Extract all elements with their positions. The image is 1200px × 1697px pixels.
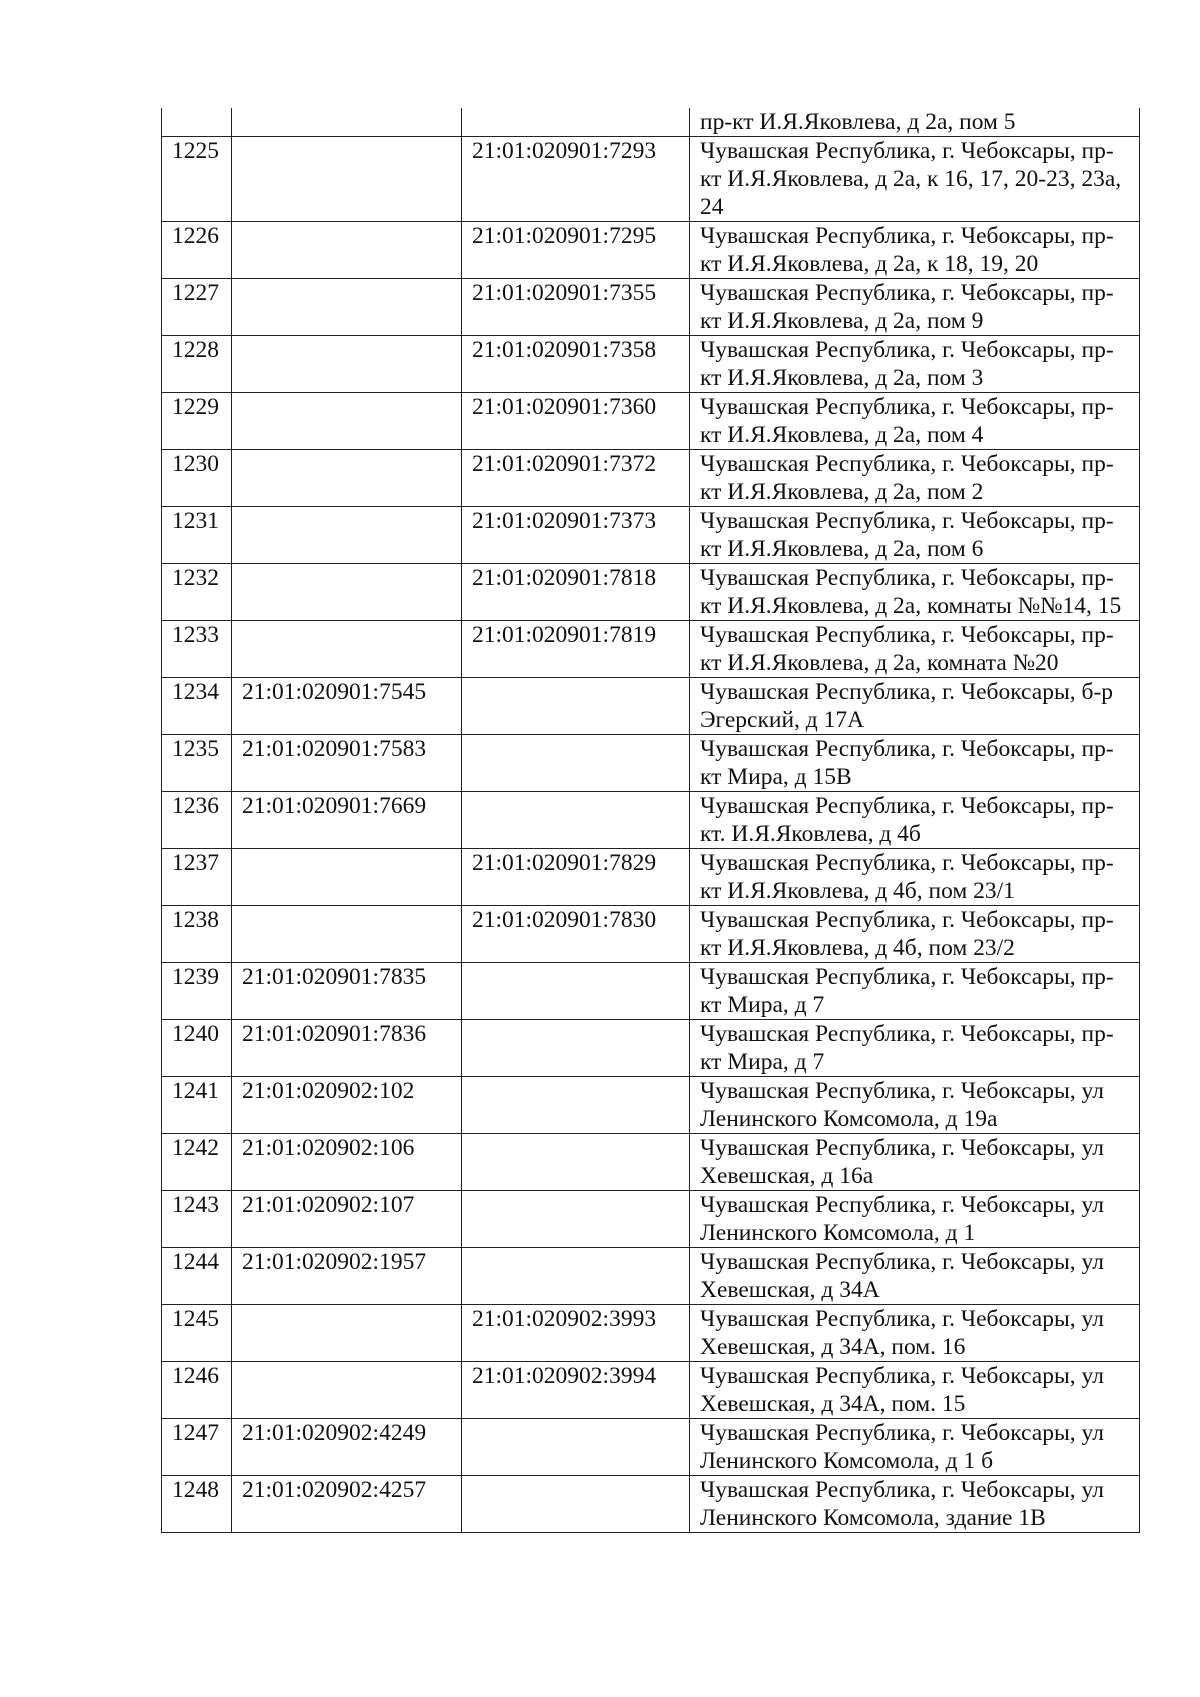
address-cell: Чувашская Республика, г. Чебоксары, пр-кт И.Я.Яковлева, д 2а, пом 4 (690, 393, 1140, 450)
land-plot-number-cell (232, 336, 462, 393)
table-row (162, 1020, 1140, 1077)
address-cell: Чувашская Республика, г. Чебоксары, пр-кт И.Я.Яковлева, д 2а, комната №20 (690, 621, 1140, 678)
table-row (162, 222, 1140, 279)
land-plot-number-cell (232, 507, 462, 564)
object-number-cell (462, 1020, 690, 1077)
address-cell: Чувашская Республика, г. Чебоксары, пр-кт Мира, д 15В (690, 735, 1140, 792)
land-plot-number-cell: 21:01:020901:7835 (232, 963, 462, 1020)
table-row (162, 1191, 1140, 1248)
object-number-cell: 21:01:020901:7360 (462, 393, 690, 450)
object-number-cell: 21:01:020901:7372 (462, 450, 690, 507)
table-row (162, 792, 1140, 849)
object-number-cell: 21:01:020901:7295 (462, 222, 690, 279)
row-number-cell: 1235 (162, 735, 232, 792)
object-number-cell (462, 963, 690, 1020)
row-number-cell (162, 108, 232, 137)
table-row (162, 450, 1140, 507)
object-number-cell: 21:01:020901:7829 (462, 849, 690, 906)
object-number-cell (462, 792, 690, 849)
row-number-cell: 1226 (162, 222, 232, 279)
row-number-cell: 1246 (162, 1362, 232, 1419)
table-row (162, 1362, 1140, 1419)
table-row (162, 1077, 1140, 1134)
land-plot-number-cell: 21:01:020901:7545 (232, 678, 462, 735)
land-plot-number-cell (232, 137, 462, 222)
row-number-cell: 1237 (162, 849, 232, 906)
address-cell: Чувашская Республика, г. Чебоксары, пр-кт И.Я.Яковлева, д 2а, пом 6 (690, 507, 1140, 564)
row-number-cell: 1229 (162, 393, 232, 450)
land-plot-number-cell: 21:01:020902:106 (232, 1134, 462, 1191)
row-number-cell: 1240 (162, 1020, 232, 1077)
object-number-cell: 21:01:020901:7373 (462, 507, 690, 564)
address-cell: Чувашская Республика, г. Чебоксары, пр-кт И.Я.Яковлева, д 2а, к 18, 19, 20 (690, 222, 1140, 279)
address-cell: Чувашская Республика, г. Чебоксары, пр-кт И.Я.Яковлева, д 2а, комнаты №№14, 15 (690, 564, 1140, 621)
land-plot-number-cell (232, 393, 462, 450)
row-number-cell: 1233 (162, 621, 232, 678)
land-plot-number-cell: 21:01:020902:4249 (232, 1419, 462, 1476)
row-number-cell: 1244 (162, 1248, 232, 1305)
table-row (162, 735, 1140, 792)
address-cell: Чувашская Республика, г. Чебоксары, пр-кт И.Я.Яковлева, д 2а, пом 2 (690, 450, 1140, 507)
address-cell: Чувашская Республика, г. Чебоксары, пр-кт Мира, д 7 (690, 963, 1140, 1020)
object-number-cell (462, 1476, 690, 1533)
row-number-cell: 1241 (162, 1077, 232, 1134)
table-row (162, 963, 1140, 1020)
object-number-cell: 21:01:020901:7818 (462, 564, 690, 621)
table-row (162, 678, 1140, 735)
object-number-cell: 21:01:020901:7358 (462, 336, 690, 393)
object-number-cell (462, 108, 690, 137)
row-number-cell: 1234 (162, 678, 232, 735)
land-plot-number-cell: 21:01:020902:107 (232, 1191, 462, 1248)
object-number-cell (462, 1419, 690, 1476)
address-cell: Чувашская Республика, г. Чебоксары, пр-кт. И.Я.Яковлева, д 4б (690, 792, 1140, 849)
registry-table-body (162, 108, 1140, 1533)
address-cell: Чувашская Республика, г. Чебоксары, пр-кт И.Я.Яковлева, д 2а, пом 3 (690, 336, 1140, 393)
row-number-cell: 1247 (162, 1419, 232, 1476)
object-number-cell (462, 1191, 690, 1248)
object-number-cell: 21:01:020902:3993 (462, 1305, 690, 1362)
land-plot-number-cell: 21:01:020901:7669 (232, 792, 462, 849)
row-number-cell: 1232 (162, 564, 232, 621)
object-number-cell: 21:01:020901:7355 (462, 279, 690, 336)
table-row (162, 108, 1140, 137)
land-plot-number-cell: 21:01:020902:4257 (232, 1476, 462, 1533)
land-plot-number-cell (232, 450, 462, 507)
object-number-cell (462, 1077, 690, 1134)
cadastral-registry-table (161, 108, 1140, 1533)
table-row (162, 621, 1140, 678)
address-cell: Чувашская Республика, г. Чебоксары, пр-кт И.Я.Яковлева, д 4б, пом 23/1 (690, 849, 1140, 906)
land-plot-number-cell (232, 621, 462, 678)
table-row (162, 849, 1140, 906)
land-plot-number-cell: 21:01:020902:1957 (232, 1248, 462, 1305)
object-number-cell: 21:01:020901:7830 (462, 906, 690, 963)
table-row (162, 1305, 1140, 1362)
address-cell: Чувашская Республика, г. Чебоксары, пр-кт Мира, д 7 (690, 1020, 1140, 1077)
land-plot-number-cell (232, 279, 462, 336)
row-number-cell: 1225 (162, 137, 232, 222)
row-number-cell: 1245 (162, 1305, 232, 1362)
row-number-cell: 1228 (162, 336, 232, 393)
table-row (162, 507, 1140, 564)
object-number-cell (462, 678, 690, 735)
address-cell: Чувашская Республика, г. Чебоксары, ул Ленинского Комсомола, д 19а (690, 1077, 1140, 1134)
object-number-cell: 21:01:020901:7293 (462, 137, 690, 222)
row-number-cell: 1242 (162, 1134, 232, 1191)
address-cell: Чувашская Республика, г. Чебоксары, ул Ленинского Комсомола, д 1 (690, 1191, 1140, 1248)
table-row (162, 1134, 1140, 1191)
address-cell: Чувашская Республика, г. Чебоксары, пр-кт И.Я.Яковлева, д 2а, пом 9 (690, 279, 1140, 336)
table-row (162, 279, 1140, 336)
address-cell: Чувашская Республика, г. Чебоксары, ул Хевешская, д 34А, пом. 16 (690, 1305, 1140, 1362)
table-row (162, 1476, 1140, 1533)
table-row (162, 137, 1140, 222)
address-cell: Чувашская Республика, г. Чебоксары, пр-кт И.Я.Яковлева, д 4б, пом 23/2 (690, 906, 1140, 963)
row-number-cell: 1243 (162, 1191, 232, 1248)
address-cell: Чувашская Республика, г. Чебоксары, ул Ленинского Комсомола, здание 1В (690, 1476, 1140, 1533)
land-plot-number-cell (232, 849, 462, 906)
land-plot-number-cell (232, 906, 462, 963)
land-plot-number-cell: 21:01:020901:7583 (232, 735, 462, 792)
row-number-cell: 1227 (162, 279, 232, 336)
object-number-cell (462, 1134, 690, 1191)
address-cell: Чувашская Республика, г. Чебоксары, ул Хевешская, д 16а (690, 1134, 1140, 1191)
object-number-cell (462, 1248, 690, 1305)
land-plot-number-cell (232, 222, 462, 279)
land-plot-number-cell (232, 1362, 462, 1419)
land-plot-number-cell: 21:01:020901:7836 (232, 1020, 462, 1077)
row-number-cell: 1236 (162, 792, 232, 849)
address-cell: Чувашская Республика, г. Чебоксары, пр-кт И.Я.Яковлева, д 2а, к 16, 17, 20-23, 23а, 24 (690, 137, 1140, 222)
row-number-cell: 1238 (162, 906, 232, 963)
table-row (162, 1419, 1140, 1476)
land-plot-number-cell (232, 564, 462, 621)
row-number-cell: 1230 (162, 450, 232, 507)
object-number-cell: 21:01:020901:7819 (462, 621, 690, 678)
address-cell: Чувашская Республика, г. Чебоксары, ул Хевешская, д 34А (690, 1248, 1140, 1305)
address-cell: Чувашская Республика, г. Чебоксары, ул Хевешская, д 34А, пом. 15 (690, 1362, 1140, 1419)
table-row (162, 906, 1140, 963)
table-row (162, 336, 1140, 393)
row-number-cell: 1231 (162, 507, 232, 564)
row-number-cell: 1239 (162, 963, 232, 1020)
table-row (162, 393, 1140, 450)
address-cell: пр-кт И.Я.Яковлева, д 2а, пом 5 (690, 108, 1140, 137)
land-plot-number-cell (232, 108, 462, 137)
address-cell: Чувашская Республика, г. Чебоксары, ул Ленинского Комсомола, д 1 б (690, 1419, 1140, 1476)
row-number-cell: 1248 (162, 1476, 232, 1533)
land-plot-number-cell: 21:01:020902:102 (232, 1077, 462, 1134)
object-number-cell (462, 735, 690, 792)
address-cell: Чувашская Республика, г. Чебоксары, б-р Эгерский, д 17А (690, 678, 1140, 735)
table-row (162, 564, 1140, 621)
table-row (162, 1248, 1140, 1305)
land-plot-number-cell (232, 1305, 462, 1362)
object-number-cell: 21:01:020902:3994 (462, 1362, 690, 1419)
